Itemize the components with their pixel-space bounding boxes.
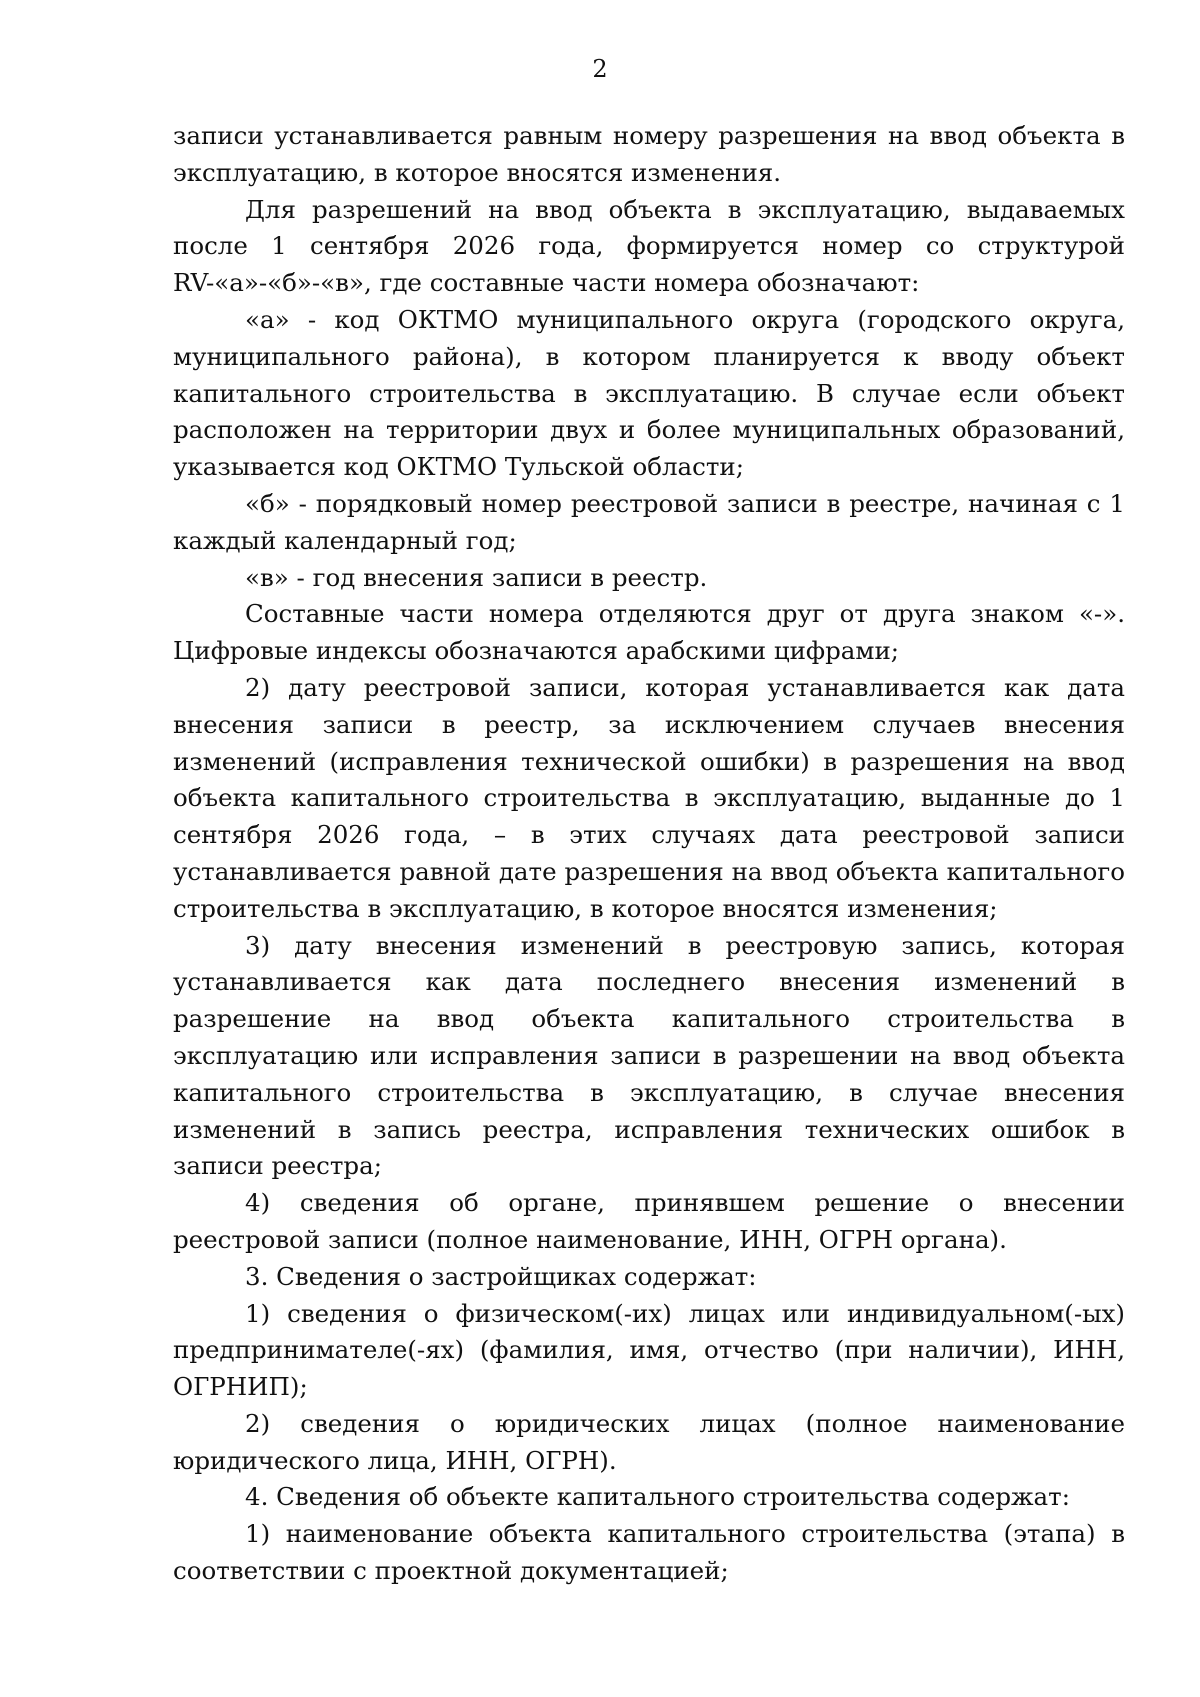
paragraph-item-3-change-date: 3) дату внесения изменений в реестровую запись, которая устанавливается как дата последнего внесения изменений в разрешение на ввод объекта капитального строительства в эксплуатацию или исправления записи в разрешении на ввод объекта капитального строительства в эксплуатацию, в случае внесения изменений в запись реестра, исправления технических ошибок в записи реестра; — [173, 930, 1125, 1181]
paragraph-part-v: «в» - год внесения записи в реестр. — [245, 562, 708, 592]
paragraph-section-3-heading: 3. Сведения о застройщиках содержат: — [245, 1261, 757, 1291]
paragraph-item-4-authority: 4) сведения об органе, принявшем решение о внесении реестровой записи (полное наименование, ИНН, ОГРН органа). — [173, 1188, 1125, 1254]
paragraph-part-a: «а» - код ОКТМО муниципального округа (городского округа, муниципального района), в котором планируется к вводу объект капитального строительства в эксплуатацию. В случае если объект расположен на территории двух и более муниципальных образований, указывается код ОКТМО Тульской области; — [173, 304, 1125, 482]
paragraph-number-structure: Для разрешений на ввод объекта в эксплуатацию, выдаваемых после 1 сентября 2026 года, формируется номер со структурой RV-«а»-«б»-«в», где составные части номера обозначают: — [173, 194, 1125, 298]
paragraph-section-4-heading: 4. Сведения об объекте капитального строительства содержат: — [245, 1482, 1070, 1512]
paragraph-separator-rule: Составные части номера отделяются друг от друга знаком «-». Цифровые индексы обозначаются арабскими цифрами; — [173, 599, 1125, 666]
paragraph-section-4-item-1: 1) наименование объекта капитального строительства (этапа) в соответствии с проектной документацией; — [173, 1519, 1125, 1586]
paragraph-record-number-continuation: записи устанавливается равным номеру разрешения на ввод объекта в эксплуатацию, в которое вносятся изменения. — [173, 121, 1125, 187]
paragraph-section-3-item-1: 1) сведения о физическом(-их) лицах или индивидуальном(-ых) предпринимателе(-ях) (фамилия, имя, отчество (при наличии), ИНН, ОГРНИП); — [173, 1298, 1125, 1402]
paragraph-part-b: «б» - порядковый номер реестровой записи в реестре, начиная с 1 каждый календарный год; — [173, 488, 1125, 555]
document-body — [173, 118, 1125, 1590]
paragraph-section-3-item-2: 2) сведения о юридических лицах (полное наименование юридического лица, ИНН, ОГРН). — [173, 1408, 1125, 1475]
page-number: 2 — [592, 55, 608, 83]
paragraph-item-2-record-date: 2) дату реестровой записи, которая устанавливается как дата внесения записи в реестр, за исключением случаев внесения изменений (исправления технической ошибки) в разрешения на ввод объекта капитального строительства в эксплуатацию, выданные до 1 сентября 2026 года, – в этих случаях дата реестровой записи устанавливается равной дате разрешения на ввод объекта капитального строительства в эксплуатацию, в которое вносятся изменения; — [173, 672, 1125, 923]
